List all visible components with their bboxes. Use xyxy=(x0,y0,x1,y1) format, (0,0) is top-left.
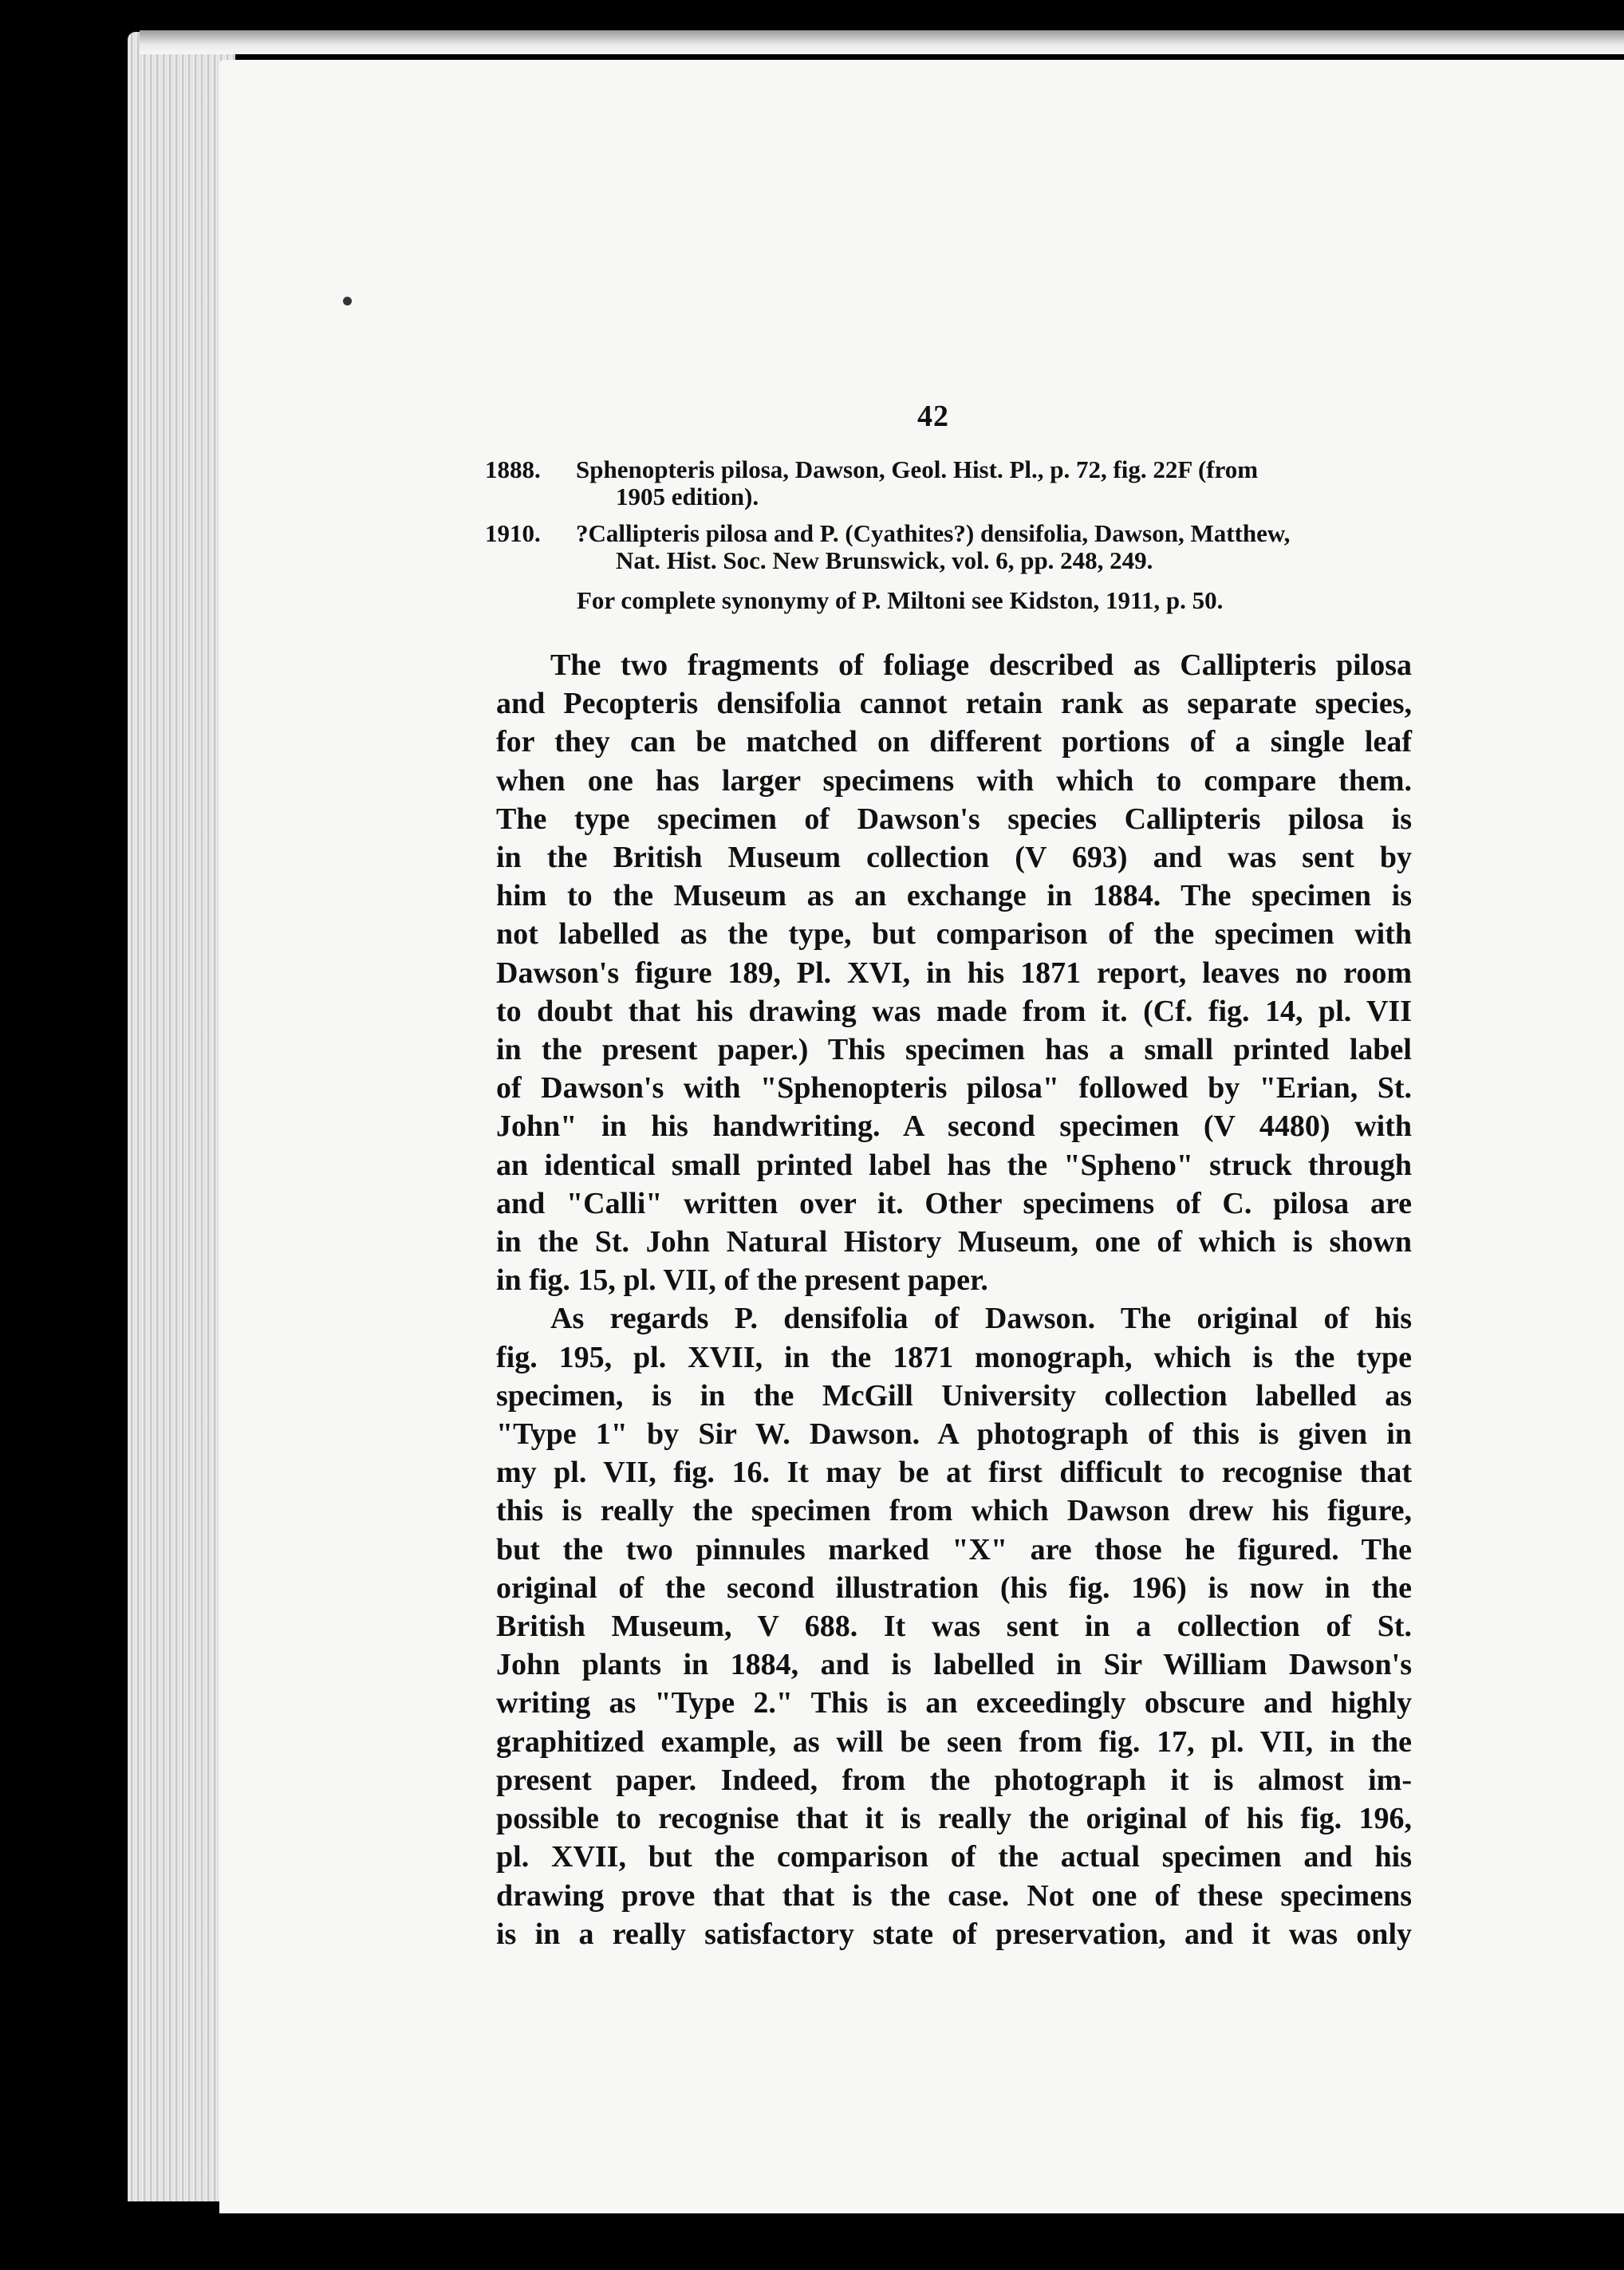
text-line: when one has larger specimens with which to compare them. xyxy=(496,763,1412,798)
text-line: pl. XVII, but the comparison of the actual specimen and his xyxy=(496,1840,1412,1874)
entry-line: Sphenopteris pilosa, Dawson, Geol. Hist. Pl., p. 72, fig. 22F (from xyxy=(576,455,1259,483)
text-line: my pl. VII, fig. 16. It may be at first difficult to recognise that xyxy=(496,1456,1412,1490)
paragraph-1 xyxy=(496,646,1412,1299)
text-line: drawing prove that that is the case. Not one of these specimens xyxy=(496,1878,1412,1913)
paragraph-2 xyxy=(496,1299,1412,1953)
text-line: to doubt that his drawing was made from it. (Cf. fig. 14, pl. VII xyxy=(496,994,1412,1028)
ink-speck xyxy=(343,297,352,305)
entry-line: ?Callipteris pilosa and P. (Cyathites?) densifolia, Dawson, Matthew, xyxy=(576,519,1291,547)
text-line: in the St. John Natural History Museum, one of which is shown xyxy=(496,1225,1412,1259)
text-line: specimen, is in the McGill University collection labelled as xyxy=(496,1378,1412,1413)
text-line: in the present paper.) This specimen has a small printed label xyxy=(496,1033,1412,1067)
text-line: but the two pinnules marked "X" are those he figured. The xyxy=(496,1532,1412,1567)
text-line: this is really the specimen from which Dawson drew his figure, xyxy=(496,1494,1412,1528)
text-line: John plants in 1884, and is labelled in Sir William Dawson's xyxy=(496,1648,1412,1682)
page-number: 42 xyxy=(917,400,949,433)
text-line: for they can be matched on different portions of a single leaf xyxy=(496,725,1412,759)
text-line: writing as "Type 2." This is an exceedingly obscure and highly xyxy=(496,1686,1412,1720)
text-line: not labelled as the type, but comparison of the specimen with xyxy=(496,917,1412,952)
entry-year: 1910. xyxy=(485,519,541,547)
text-line: present paper. Indeed, from the photograph it is almost im- xyxy=(496,1763,1412,1797)
synonymy-entry-1888 xyxy=(485,456,1418,510)
entry-line: Nat. Hist. Soc. New Brunswick, vol. 6, pp. 248, 249. xyxy=(616,546,1153,574)
text-line: "Type 1" by Sir W. Dawson. A photograph of this is given in xyxy=(496,1417,1412,1452)
text-line: original of the second illustration (his fig. 196) is now in the xyxy=(496,1570,1412,1605)
text-line: Dawson's figure 189, Pl. XVI, in his 1871 report, leaves no room xyxy=(496,956,1412,990)
text-line: The type specimen of Dawson's species Callipteris pilosa is xyxy=(496,802,1412,836)
text-line: in fig. 15, pl. VII, of the present paper. xyxy=(496,1263,988,1298)
text-line: is in a really satisfactory state of preservation, and it was only xyxy=(496,1917,1412,1951)
text-line: British Museum, V 688. It was sent in a collection of St. xyxy=(496,1610,1412,1644)
entry-line: 1905 edition). xyxy=(616,483,759,510)
text-line: in the British Museum collection (V 693) and was sent by xyxy=(496,841,1412,875)
body-text xyxy=(496,646,1412,1953)
synonymy-note: For complete synonymy of P. Miltoni see Kidston, 1911, p. 50. xyxy=(577,586,1224,614)
text-line: The two fragments of foliage described as Callipteris pilosa xyxy=(550,648,1412,682)
text-line: him to the Museum as an exchange in 1884. The specimen is xyxy=(496,879,1412,913)
book-top-edge xyxy=(140,30,1624,54)
text-line: and "Calli" written over it. Other specimens of C. pilosa are xyxy=(496,1186,1412,1220)
text-line: graphitized example, as will be seen from fig. 17, pl. VII, in the xyxy=(496,1724,1412,1759)
text-line: possible to recognise that it is really the original of his fig. 196, xyxy=(496,1802,1412,1836)
text-line: and Pecopteris densifolia cannot retain rank as separate species, xyxy=(496,687,1412,721)
synonymy-entry-1910 xyxy=(485,520,1418,574)
text-line: As regards P. densifolia of Dawson. The original of his xyxy=(550,1302,1412,1336)
text-line: of Dawson's with "Sphenopteris pilosa" followed by "Erian, St. xyxy=(496,1071,1412,1105)
text-line: John" in his handwriting. A second specimen (V 4480) with xyxy=(496,1109,1412,1144)
text-line: an identical small printed label has the "Spheno" struck through xyxy=(496,1148,1412,1182)
entry-year: 1888. xyxy=(485,455,541,483)
text-line: fig. 195, pl. XVII, in the 1871 monograph, which is the type xyxy=(496,1340,1412,1374)
